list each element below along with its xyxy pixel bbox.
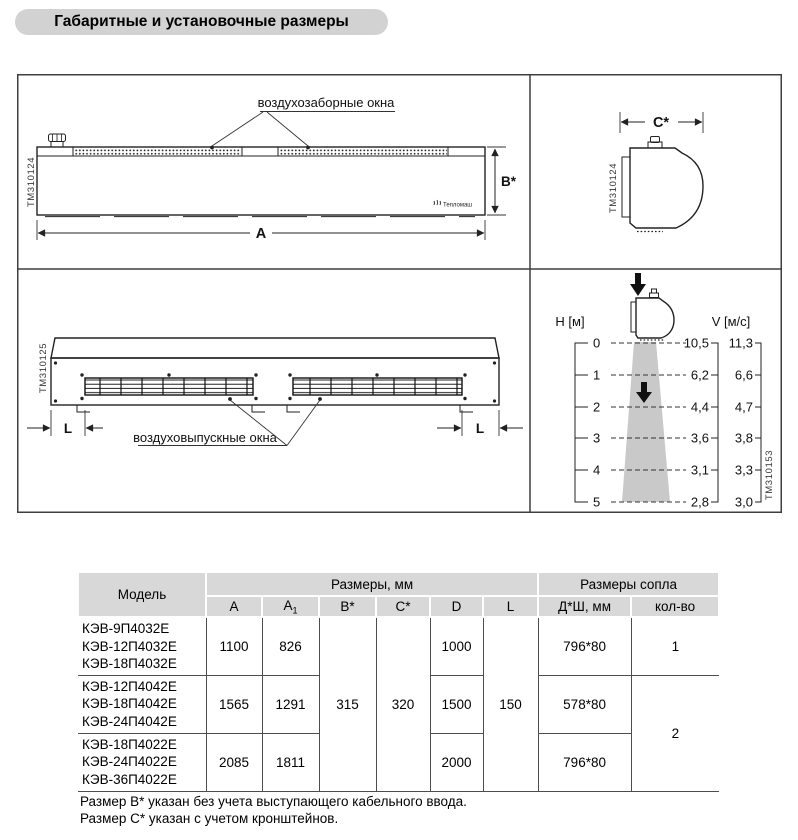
v1-bracket [711, 343, 718, 502]
bottom-view-drawing [27, 338, 523, 446]
unit-top-face [51, 338, 499, 358]
velocity-values-series1 [684, 336, 709, 510]
value-nozzle: 796*80 [538, 733, 631, 791]
dimension-l-right-label: L [475, 421, 485, 436]
h-axis-ticks [593, 336, 600, 510]
front-view-drawing [26, 95, 517, 242]
svg-text:0: 0 [593, 335, 601, 351]
velocity-values-series2 [729, 336, 753, 510]
value-c-shared: 320 [376, 617, 430, 791]
airflow-arrow-top-icon [630, 273, 646, 296]
column-header-a1: $A_1$ [262, 596, 319, 617]
svg-text:4,4: 4,4 [690, 399, 709, 415]
column-header-model: Модель [78, 572, 206, 617]
intake-grille-left [74, 148, 241, 155]
model-names-cell: КЭВ-9П4032Е КЭВ-12П4032Е КЭВ-18П4032Е [78, 617, 206, 675]
value-a: 1100 [206, 617, 262, 675]
outlet-windows-label: воздуховыпускные окна [133, 430, 277, 445]
value-a1: 1811 [262, 733, 319, 791]
front-view-code: TM310124 [26, 156, 37, 208]
svg-text:5: 5 [593, 494, 601, 510]
column-header-nozzle-size: Д*Ш, мм [538, 596, 631, 617]
side-profile-outline [622, 137, 703, 232]
svg-text:4,7: 4,7 [734, 399, 753, 415]
note-dimension-b: Размер В* указан без учета выступающего кабельного ввода. [80, 794, 467, 809]
value-count: 1 [631, 617, 719, 675]
airflow-chart [555, 273, 775, 510]
svg-text:3,8: 3,8 [734, 430, 753, 446]
svg-text:2,8: 2,8 [690, 494, 709, 510]
dimension-b-label: B* [501, 174, 517, 189]
side-view-code: TM310124 [608, 162, 619, 214]
dimension-l-right [437, 410, 523, 436]
value-l-shared: 150 [483, 617, 538, 791]
svg-text:1: 1 [593, 367, 601, 383]
value-d: 1000 [430, 617, 483, 675]
value-count: 2 [631, 675, 719, 791]
value-d: 1500 [430, 675, 483, 733]
svg-text:6,2: 6,2 [690, 367, 709, 383]
svg-text:4: 4 [593, 462, 601, 478]
note-dimension-c: Размер С* указан с учетом кронштейнов. [80, 811, 339, 826]
dimension-c-label: C* [652, 115, 670, 131]
model-names-cell: КЭВ-12П4042Е КЭВ-18П4042Е КЭВ-24П4042Е [78, 675, 206, 733]
air-jet-cone [622, 342, 670, 502]
footnotes [80, 793, 467, 827]
dimension-b [487, 147, 517, 215]
value-a: 2085 [206, 733, 262, 791]
column-group-nozzle: Размеры сопла [538, 572, 719, 596]
cable-gland-icon [49, 134, 66, 147]
teplomash-logo [434, 200, 472, 209]
v-axis-label: V [м/с] [711, 314, 751, 329]
value-nozzle: 578*80 [538, 675, 631, 733]
bottom-view-code: TM310125 [38, 342, 49, 394]
svg-text:3,0: 3,0 [734, 494, 753, 510]
dimension-c [620, 112, 703, 133]
dimension-l-left-label: L [63, 421, 73, 436]
v2-bracket [755, 343, 761, 502]
airflow-chart-code: TM310153 [764, 449, 775, 501]
svg-text:3,3: 3,3 [734, 462, 753, 478]
side-view-drawing [608, 112, 703, 232]
intake-grille-right [279, 148, 447, 155]
page-title: Габаритные и установочные размеры [15, 9, 388, 35]
svg-text:11,3: 11,3 [728, 335, 753, 351]
column-header-c: C* [376, 596, 430, 617]
outlet-grille-left [85, 378, 253, 395]
outlet-grille-right [293, 378, 462, 395]
value-a: 1565 [206, 675, 262, 733]
dimensions-table [77, 571, 720, 792]
value-nozzle: 796*80 [538, 617, 631, 675]
column-header-d: D [430, 596, 483, 617]
svg-text:6,6: 6,6 [734, 367, 753, 383]
figure-border [18, 75, 782, 513]
mounting-hooks [77, 405, 473, 412]
unit-body-outline [37, 147, 485, 215]
model-names-cell: КЭВ-18П4022Е КЭВ-24П4022Е КЭВ-36П4022Е [78, 733, 206, 791]
table-row [78, 617, 719, 675]
dimensions-figure [17, 74, 782, 513]
column-header-a: A [206, 596, 262, 617]
svg-text:10,5: 10,5 [683, 335, 709, 351]
intake-windows-label: воздухозаборные окна [257, 95, 395, 110]
dimension-a-label: A [255, 226, 267, 242]
column-header-l: L [483, 596, 538, 617]
dimension-l-left [27, 410, 103, 436]
value-d: 2000 [430, 733, 483, 791]
svg-text:3,6: 3,6 [690, 430, 709, 446]
svg-text:3: 3 [593, 430, 601, 446]
svg-text:2: 2 [593, 399, 601, 415]
svg-text:3,1: 3,1 [690, 462, 709, 478]
value-a1: 826 [262, 617, 319, 675]
value-a1: 1291 [262, 675, 319, 733]
value-b-shared: 315 [319, 617, 376, 791]
dimension-a [37, 220, 485, 242]
column-header-nozzle-count: кол-во [631, 596, 719, 617]
h-axis-bracket [575, 343, 588, 502]
column-group-sizes: Размеры, мм [206, 572, 538, 596]
h-axis-label: H [м] [555, 314, 585, 329]
column-header-b: B* [319, 596, 376, 617]
teplomash-logo-text: Тепломаш [443, 202, 473, 209]
